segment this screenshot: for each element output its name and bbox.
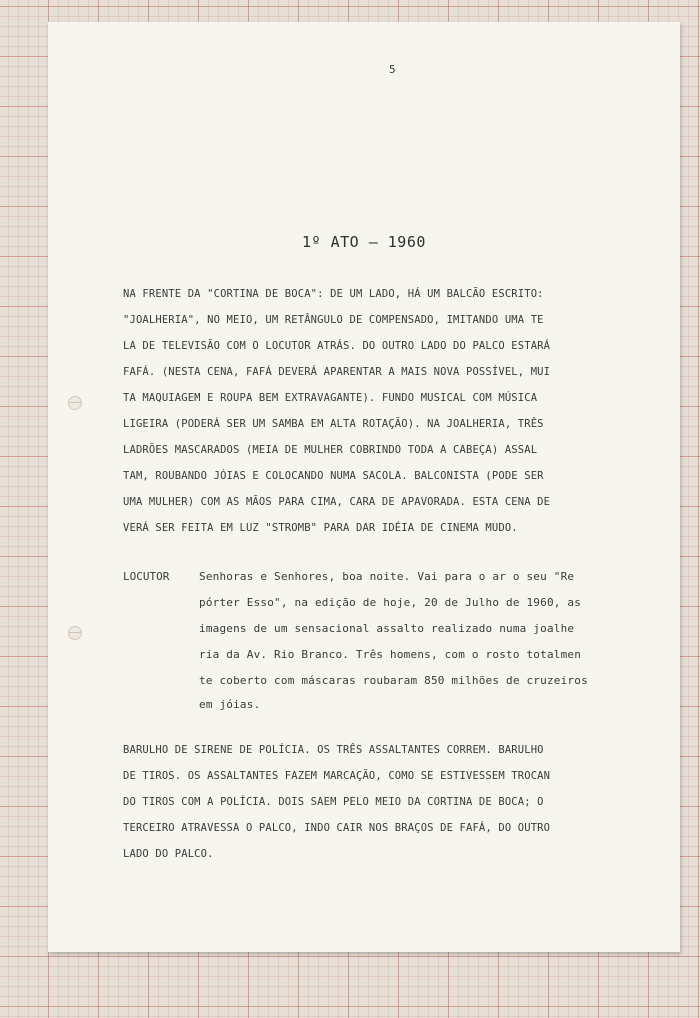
speech-line: pórter Esso", na edição de hoje, 20 de Julho de 1960, as	[199, 596, 582, 609]
stage-direction-line: TA MAQUIAGEM E ROUPA BEM EXTRAVAGANTE). FUNDO MUSICAL COM MÚSICA	[123, 392, 538, 404]
stage-direction-line: NA FRENTE DA "CORTINA DE BOCA": DE UM LADO, HÁ UM BALCÃO ESCRITO:	[123, 288, 544, 300]
speech-line: em jóias.	[199, 698, 261, 711]
stage-direction-line: FAFÁ. (NESTA CENA, FAFÁ DEVERÁ APARENTAR A MAIS NOVA POSSÍVEL, MUI	[123, 366, 551, 378]
stage-direction-line: DE TIROS. OS ASSALTANTES FAZEM MARCAÇÃO, COMO SE ESTIVESSEM TROCAN	[123, 770, 551, 782]
punch-hole-mark	[68, 396, 82, 410]
speaker-name: LOCUTOR	[123, 570, 170, 583]
stage-direction-line: VERÁ SER FEITA EM LUZ "STROMB" PARA DAR IDÉIA DE CINEMA MUDO.	[123, 522, 518, 534]
stage-direction-line: DO TIROS COM A POLÍCIA. DOIS SAEM PELO MEIO DA CORTINA DE BOCA; O	[123, 796, 544, 808]
stage-direction-line: LADO DO PALCO.	[123, 848, 214, 860]
stage-direction-line: LIGEIRA (PODERÁ SER UM SAMBA EM ALTA ROTAÇÃO). NA JOALHERIA, TRÊS	[123, 418, 544, 430]
page-title: 1º ATO — 1960	[302, 233, 426, 251]
speech-line: Senhoras e Senhores, boa noite. Vai para o ar o seu "Re	[199, 570, 575, 583]
stage-direction-line: "JOALHERIA", NO MEIO, UM RETÂNGULO DE COMPENSADO, IMITANDO UMA TE	[123, 314, 544, 326]
stage-direction-line: UMA MULHER) COM AS MÃOS PARA CIMA, CARA DE APAVORADA. ESTA CENA DE	[123, 496, 551, 508]
stage-direction-line: BARULHO DE SIRENE DE POLÍCIA. OS TRÊS ASSALTANTES CORREM. BARULHO	[123, 744, 544, 756]
punch-hole-mark	[68, 626, 82, 640]
speech-line: ria da Av. Rio Branco. Três homens, com o rosto totalmen	[199, 648, 582, 661]
page-number: 5	[389, 63, 396, 76]
typewritten-page	[48, 22, 680, 952]
stage-direction-line: LA DE TELEVISÃO COM O LOCUTOR ATRÁS. DO OUTRO LADO DO PALCO ESTARÁ	[123, 340, 551, 352]
stage-direction-line: LADRÕES MASCARADOS (MEIA DE MULHER COBRINDO TODA A CABEÇA) ASSAL	[123, 444, 538, 456]
stage-direction-line: TERCEIRO ATRAVESSA O PALCO, INDO CAIR NOS BRAÇOS DE FAFÁ, DO OUTRO	[123, 822, 551, 834]
speech-line: imagens de um sensacional assalto realizado numa joalhe	[199, 622, 575, 635]
speech-line: te coberto com máscaras roubaram 850 milhões de cruzeiros	[199, 674, 588, 687]
stage-direction-line: TAM, ROUBANDO JÓIAS E COLOCANDO NUMA SACOLA. BALCONISTA (PODE SER	[123, 470, 544, 482]
